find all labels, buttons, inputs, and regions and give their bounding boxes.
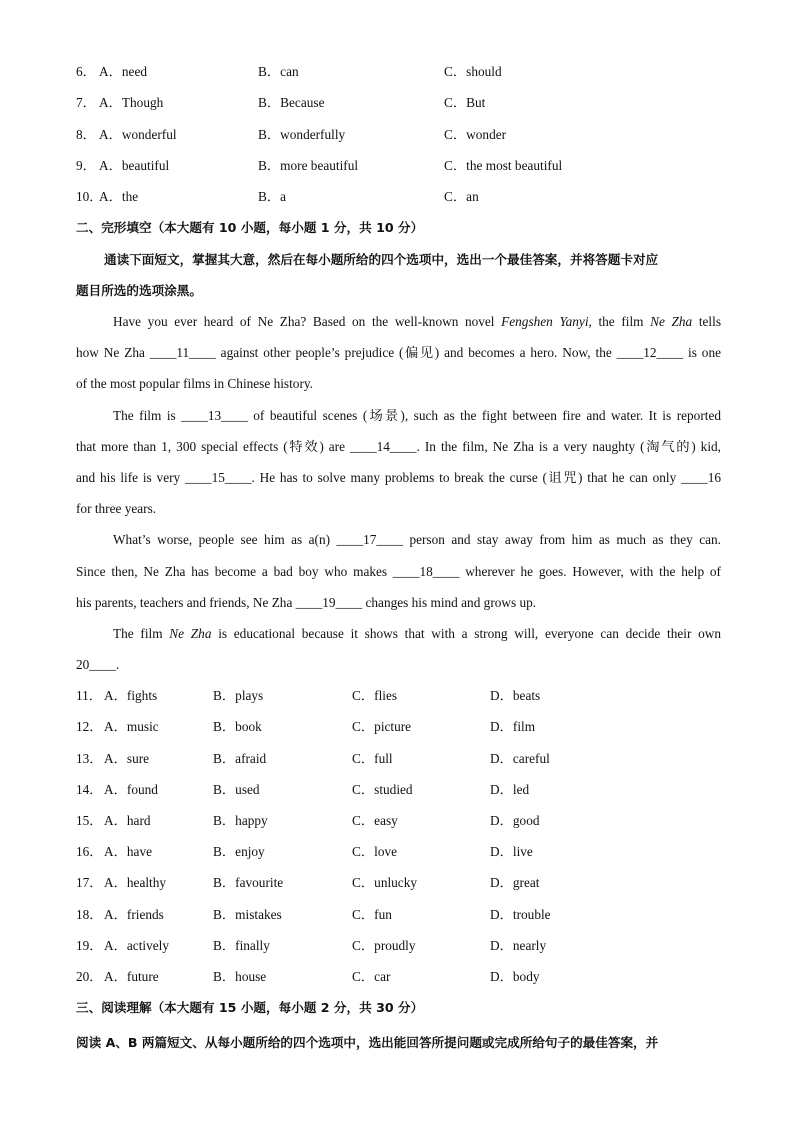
option-b: B．house [213, 969, 267, 984]
question-row [76, 62, 721, 82]
option-b: B．a [258, 189, 287, 204]
question-row [76, 93, 721, 113]
passage-line: for three years. [76, 501, 157, 517]
question-number: 16． [76, 844, 103, 859]
option-d: D．body [490, 969, 540, 984]
passage-line: how Ne Zha ____11____ against other people’s prejudice (偏见) and becomes a hero. Now, the ____12____ is one [76, 345, 721, 361]
option-d: D．film [490, 719, 536, 734]
option-b: B．used [213, 782, 260, 797]
question-row [76, 686, 721, 706]
option-b: B．happy [213, 813, 268, 828]
question-number: 19． [76, 938, 103, 953]
option-d: D．led [490, 782, 530, 797]
passage-line: that more than 1, 300 special effects (特效) are ____14____. In the film, Ne Zha is a very naughty (淘气的) kid, [76, 438, 721, 454]
section-heading: 二、完形填空（本大题有 10 小题，每小题 1 分，共 10 分） [76, 220, 424, 235]
question-row [76, 125, 721, 145]
option-a: A．need [99, 64, 147, 79]
blank-13: ____13____ [181, 407, 248, 423]
film-title: Ne Zha [169, 625, 212, 641]
option-a: A．hard [104, 813, 151, 828]
question-row [76, 842, 721, 862]
option-a: A．found [104, 782, 158, 797]
option-c: C．flies [352, 688, 398, 703]
novel-title: Fengshen Yanyi [501, 314, 589, 329]
option-a: A．Though [99, 95, 164, 110]
option-b: B．book [213, 719, 262, 734]
option-b: B．can [258, 64, 299, 79]
question-row [76, 156, 721, 176]
option-c: C．should [444, 64, 502, 79]
option-a: A．music [104, 719, 159, 734]
option-a: A．the [99, 189, 139, 204]
section-instruction: 阅读 A、B 两篇短文、从每小题所给的四个选项中，选出能回答所提问题或完成所给句子的最佳答案，并 [76, 1035, 659, 1050]
blank-17: ____17____ [336, 532, 403, 548]
question-number: 13． [76, 751, 103, 766]
option-b: B．wonderfully [258, 127, 346, 142]
option-a: A．fights [104, 688, 158, 703]
passage-line: Since then, Ne Zha has become a bad boy who makes ____18____ wherever he goes. However, with the help of [76, 563, 721, 579]
question-number: 15． [76, 813, 103, 828]
option-b: B．enjoy [213, 844, 265, 859]
option-b: B．Because [258, 95, 325, 110]
cloze-passage [76, 306, 721, 680]
option-c: C．wonder [444, 127, 507, 142]
option-a: A．beautiful [99, 158, 170, 173]
option-a: A．wonderful [99, 127, 177, 142]
option-a: A．friends [104, 907, 164, 922]
blank-16: ____16 [681, 469, 721, 485]
option-d: D．beats [490, 688, 541, 703]
question-number: 6． [76, 64, 96, 79]
question-number: 18． [76, 907, 103, 922]
option-a: A．actively [104, 938, 169, 953]
option-d: D．trouble [490, 907, 551, 922]
blank-18: ____18____ [392, 563, 460, 579]
option-a: A．sure [104, 751, 150, 766]
question-number: 20． [76, 969, 103, 984]
option-d: D．good [490, 813, 540, 828]
passage-line: his parents, teachers and friends, Ne Zha ____19____ changes his mind and grows up. [76, 594, 537, 610]
question-number: 17． [76, 875, 103, 890]
option-b: B．afraid [213, 751, 267, 766]
option-c: C．picture [352, 719, 412, 734]
option-c: C．easy [352, 813, 398, 828]
section-instruction: 通读下面短文，掌握其大意，然后在每小题所给的四个选项中，选出一个最佳答案，并将答题卡对应 [104, 252, 659, 267]
blank-14: ____14____ [350, 438, 417, 454]
section-heading: 三、阅读理解（本大题有 15 小题，每小题 2 分，共 30 分） [76, 1000, 424, 1015]
option-c: C．studied [352, 782, 413, 797]
passage-line: and his life is very ____15____. He has to solve many problems to break the curse (诅咒) that he can only ____16 [76, 469, 721, 485]
option-c: C．an [444, 189, 479, 204]
blank-20: 20____ [76, 657, 116, 673]
question-row [76, 749, 721, 769]
question-row [76, 905, 721, 925]
question-number: 7． [76, 95, 96, 110]
question-row [76, 187, 721, 207]
option-a: A．future [104, 969, 159, 984]
passage-line: What’s worse, people see him as a(n) ____17____ person and stay away from him as much as they can. [113, 532, 721, 548]
option-a: A．have [104, 844, 152, 859]
option-c: C．car [352, 969, 391, 984]
question-number: 14． [76, 782, 103, 797]
option-c: C．fun [352, 907, 392, 922]
option-c: C．full [352, 751, 393, 766]
option-d: D．nearly [490, 938, 547, 953]
option-c: C．the most beautiful [444, 158, 563, 173]
option-d: D．careful [490, 751, 550, 766]
passage-line: The film is ____13____ of beautiful scenes (场景), such as the fight between fire and water. It is reported [113, 407, 721, 423]
option-b: B．favourite [213, 875, 284, 890]
option-c: C．unlucky [352, 875, 418, 890]
question-row [76, 936, 721, 956]
option-b: B．mistakes [213, 907, 282, 922]
option-b: B．finally [213, 938, 270, 953]
question-row [76, 811, 721, 831]
option-c: C．love [352, 844, 398, 859]
blank-19: ____19____ [295, 594, 363, 610]
question-row [76, 967, 721, 987]
passage-line: The film Ne Zha is educational because it shows that with a strong will, everyone can decide their own [113, 625, 721, 641]
question-number: 10． [76, 189, 103, 204]
film-title: Ne Zha [650, 314, 693, 329]
passage-line: of the most popular films in Chinese history. [76, 376, 313, 392]
option-b: B．plays [213, 688, 264, 703]
option-c: C．proudly [352, 938, 416, 953]
passage-line: Have you ever heard of Ne Zha? Based on the well-known novel Fengshen Yanyi, the film Ne Zha tells [113, 314, 722, 329]
option-c: C．But [444, 95, 486, 110]
option-d: D．great [490, 875, 540, 890]
section-instruction-cont: 题目所选的选项涂黑。 [76, 283, 202, 298]
passage-line: 20____. [76, 657, 120, 673]
blank-11: ____11____ [149, 345, 216, 361]
question-number: 9． [76, 158, 96, 173]
question-number: 11． [76, 688, 103, 703]
question-number: 8． [76, 127, 96, 142]
blank-15: ____15____ [184, 469, 252, 485]
option-a: A．healthy [104, 875, 167, 890]
option-b: B．more beautiful [258, 158, 359, 173]
question-row [76, 873, 721, 893]
question-row [76, 780, 721, 800]
question-number: 12． [76, 719, 103, 734]
blank-12: ____12____ [616, 345, 684, 361]
question-row [76, 717, 721, 737]
option-d: D．live [490, 844, 533, 859]
